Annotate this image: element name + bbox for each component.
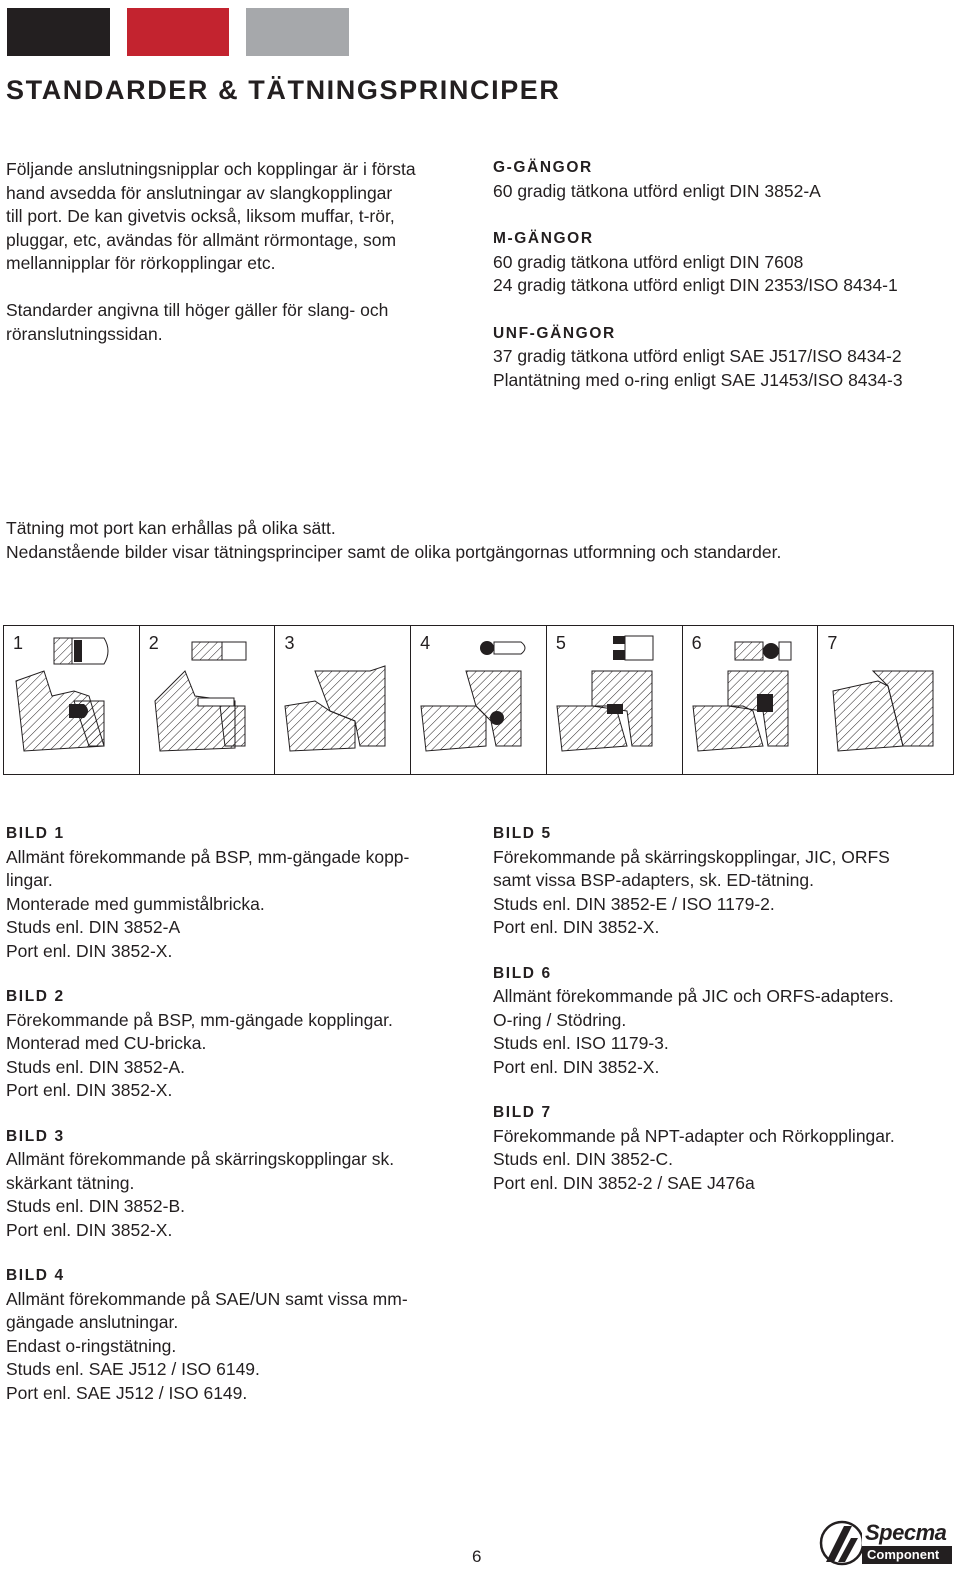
- bild-2-description: [6, 985, 476, 1103]
- text-line: hand avsedda för anslutningar av slangkopplingar: [6, 182, 393, 203]
- color-swatch-black: [7, 8, 110, 56]
- seal-diagram-4-icon: [411, 626, 546, 774]
- bild-1-description: [6, 822, 476, 963]
- bild-3-description: [6, 1125, 476, 1243]
- logo-wordmark: Specma: [865, 1520, 947, 1545]
- thread-section-unf: [493, 322, 953, 393]
- text-line: Studs enl. DIN 3852-C.: [493, 1149, 673, 1169]
- text-line: Förekommande på BSP, mm-gängade kopplingar.: [6, 1009, 393, 1030]
- text-line: mellannipplar för rörkopplingar etc.: [6, 253, 276, 273]
- sealing-figures: [3, 625, 954, 775]
- figure-descriptions-right: [493, 822, 953, 1217]
- text-line: Endast o-ringstätning.: [6, 1335, 177, 1356]
- text-line: Standarder angivna till höger gäller för slang- och: [6, 300, 389, 320]
- text-line: 60 gradig tätkona utförd enligt DIN 3852-A: [493, 180, 821, 201]
- seal-diagram-7-icon: [818, 626, 953, 774]
- figure-number: 5: [555, 633, 566, 653]
- text-line: Allmänt förekommande på BSP, mm-gängade kopp-: [6, 846, 410, 867]
- text-line: Port enl. DIN 3852-X.: [6, 1219, 173, 1240]
- thread-section-m: [493, 227, 953, 298]
- intro-text: [6, 158, 476, 370]
- sealing-intro: [6, 517, 946, 564]
- text-line: röranslutningssidan.: [6, 323, 163, 344]
- text-line: Port enl. DIN 3852-X.: [6, 1080, 173, 1100]
- figure-number: 2: [148, 633, 159, 653]
- figure-3: [275, 626, 411, 774]
- figure-4: [411, 626, 547, 774]
- bild-heading: BILD 6: [493, 964, 552, 982]
- section-heading: UNF-GÄNGOR: [493, 324, 616, 342]
- figure-number: 6: [691, 633, 702, 653]
- text-line: pluggar, etc, avändas för allmänt rörmontage, som: [6, 229, 397, 250]
- text-line: Nedanstående bilder visar tätningsprinciper samt de olika portgängornas utformning och standarder.: [6, 541, 782, 562]
- seal-diagram-1-icon: [4, 626, 139, 774]
- text-line: till port. De kan givetvis också, liksom muffar, t-rör,: [6, 206, 395, 226]
- text-line: 24 gradig tätkona utförd enligt DIN 2353/ISO 8434-1: [493, 275, 898, 295]
- text-line: Studs enl. ISO 1179-3.: [493, 1033, 669, 1053]
- text-line: Allmänt förekommande på skärringskopplingar sk.: [6, 1149, 395, 1169]
- text-line: Förekommande på skärringskopplingar, JIC, ORFS: [493, 846, 890, 867]
- color-swatch-red: [127, 8, 229, 56]
- figure-number: 1: [13, 633, 24, 653]
- text-line: Följande anslutningsnipplar och kopplingar är i första: [6, 159, 416, 179]
- bild-heading: BILD 2: [6, 988, 65, 1005]
- figure-2: [140, 626, 276, 774]
- text-line: lingar.: [6, 870, 53, 890]
- seal-diagram-3-icon: [275, 626, 410, 774]
- figure-5: [547, 626, 683, 774]
- text-line: gängade anslutningar.: [6, 1312, 179, 1332]
- specma-logo: [818, 1520, 953, 1566]
- text-line: Monterade med gummistålbricka.: [6, 893, 265, 914]
- text-line: Studs enl. DIN 3852-B.: [6, 1196, 185, 1216]
- section-heading: M-GÄNGOR: [493, 230, 594, 247]
- text-line: Allmänt förekommande på JIC och ORFS-adapters.: [493, 986, 894, 1006]
- figure-number: 4: [420, 633, 431, 653]
- text-line: Tätning mot port kan erhållas på olika sätt.: [6, 518, 336, 538]
- text-line: 37 gradig tätkona utförd enligt SAE J517/ISO 8434-2: [493, 346, 902, 366]
- bild-heading: BILD 3: [6, 1127, 65, 1145]
- color-swatch-gray: [246, 8, 349, 56]
- text-line: O-ring / Stödring.: [493, 1009, 627, 1030]
- intro-paragraph-2: [6, 299, 476, 346]
- bild-heading: BILD 5: [493, 825, 552, 842]
- figure-7: [818, 626, 953, 774]
- text-line: Port enl. DIN 3852-X.: [493, 1056, 660, 1077]
- bild-heading: BILD 4: [6, 1267, 65, 1284]
- bild-5-description: [493, 822, 953, 940]
- seal-diagram-2-icon: [140, 626, 275, 774]
- bild-4-description: [6, 1264, 476, 1405]
- figure-1: [4, 626, 140, 774]
- text-line: Port enl. DIN 3852-X.: [493, 917, 660, 937]
- page-number: 6: [472, 1547, 482, 1566]
- seal-diagram-6-icon: [683, 626, 818, 774]
- text-line: Port enl. SAE J512 / ISO 6149.: [6, 1382, 248, 1403]
- bild-7-description: [493, 1101, 953, 1195]
- text-line: Port enl. DIN 3852-X.: [6, 940, 173, 961]
- text-line: Plantätning med o-ring enligt SAE J1453/ISO 8434-3: [493, 369, 903, 390]
- section-heading: G-GÄNGOR: [493, 159, 593, 176]
- text-line: Studs enl. DIN 3852-E / ISO 1179-2.: [493, 893, 775, 914]
- page-title: STANDARDER & TÄTNINGSPRINCIPER: [6, 75, 561, 105]
- text-line: Studs enl. SAE J512 / ISO 6149.: [6, 1359, 260, 1379]
- text-line: Studs enl. DIN 3852-A.: [6, 1056, 185, 1077]
- bild-heading: BILD 1: [6, 825, 65, 842]
- specma-logo-mark-icon: [818, 1520, 862, 1566]
- figure-number: 3: [284, 633, 295, 653]
- bild-heading: BILD 7: [493, 1104, 552, 1121]
- logo-subtitle: Component: [867, 1547, 940, 1562]
- seal-diagram-5-icon: [547, 626, 682, 774]
- text-line: Port enl. DIN 3852-2 / SAE J476a: [493, 1172, 755, 1193]
- bild-6-description: [493, 962, 953, 1080]
- figure-descriptions-left: [6, 822, 476, 1427]
- text-line: 60 gradig tätkona utförd enligt DIN 7608: [493, 251, 804, 272]
- figure-6: [683, 626, 819, 774]
- text-line: Studs enl. DIN 3852-A: [6, 917, 181, 937]
- text-line: samt vissa BSP-adapters, sk. ED-tätning.: [493, 870, 814, 890]
- intro-paragraph-1: [6, 158, 476, 276]
- thread-section-g: [493, 156, 953, 203]
- thread-standards: [493, 156, 953, 416]
- figure-number: 7: [827, 633, 838, 653]
- text-line: Förekommande på NPT-adapter och Rörkopplingar.: [493, 1125, 895, 1146]
- text-line: skärkant tätning.: [6, 1172, 135, 1193]
- text-line: Monterad med CU-bricka.: [6, 1033, 207, 1053]
- text-line: Allmänt förekommande på SAE/UN samt vissa mm-: [6, 1288, 408, 1309]
